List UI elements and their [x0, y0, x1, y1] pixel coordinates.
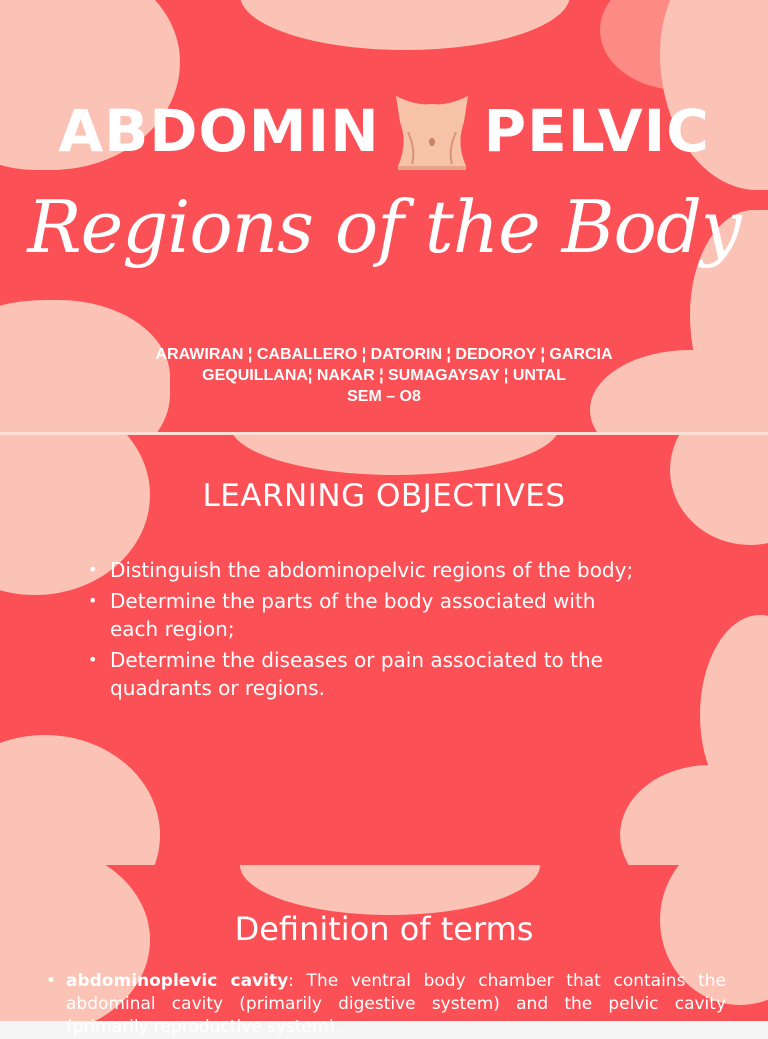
- title-part-right: PELVIC: [483, 97, 710, 165]
- objectives-list: [88, 556, 648, 705]
- list-item: • Determine the diseases or pain associated to the quadrants or regions.: [88, 646, 648, 702]
- decorative-blob: [620, 765, 768, 865]
- decorative-blob: [0, 735, 160, 865]
- authors-line: ARAWIRAN ¦ CABALLERO ¦ DATORIN ¦ DEDOROY ¦ GARCIA: [155, 346, 613, 363]
- section-code: SEM – O8: [347, 388, 421, 405]
- torso-belly-icon: [386, 92, 478, 170]
- title-part-left: ABDOMIN: [58, 97, 380, 165]
- definition-item: [46, 970, 726, 1039]
- decorative-blob: [240, 0, 570, 50]
- bullet-icon: •: [46, 971, 57, 991]
- definition-term: abdominoplevic cavity: [66, 971, 289, 991]
- subtitle-script: Regions of the Body: [27, 185, 741, 269]
- authors-line: GEQUILLANA¦ NAKAR ¦ SUMAGAYSAY ¦ UNTAL: [202, 367, 566, 384]
- title-slide: [0, 0, 768, 432]
- list-item: • Determine the parts of the body associated with each region;: [88, 587, 648, 643]
- decorative-blob: [240, 865, 540, 915]
- list-item: • Distinguish the abdominopelvic regions of the body;: [88, 556, 648, 584]
- definition-text: : The ventral body chamber that contains the abdominal cavity (primarily digestive system) and the pelvic cavity (primarily reproductive system).: [66, 971, 726, 1037]
- author-list: [0, 344, 768, 407]
- decorative-blob: [230, 432, 560, 475]
- definitions-title: Definition of terms: [234, 910, 534, 948]
- objectives-title: LEARNING OBJECTIVES: [202, 478, 566, 514]
- main-title: [0, 92, 768, 170]
